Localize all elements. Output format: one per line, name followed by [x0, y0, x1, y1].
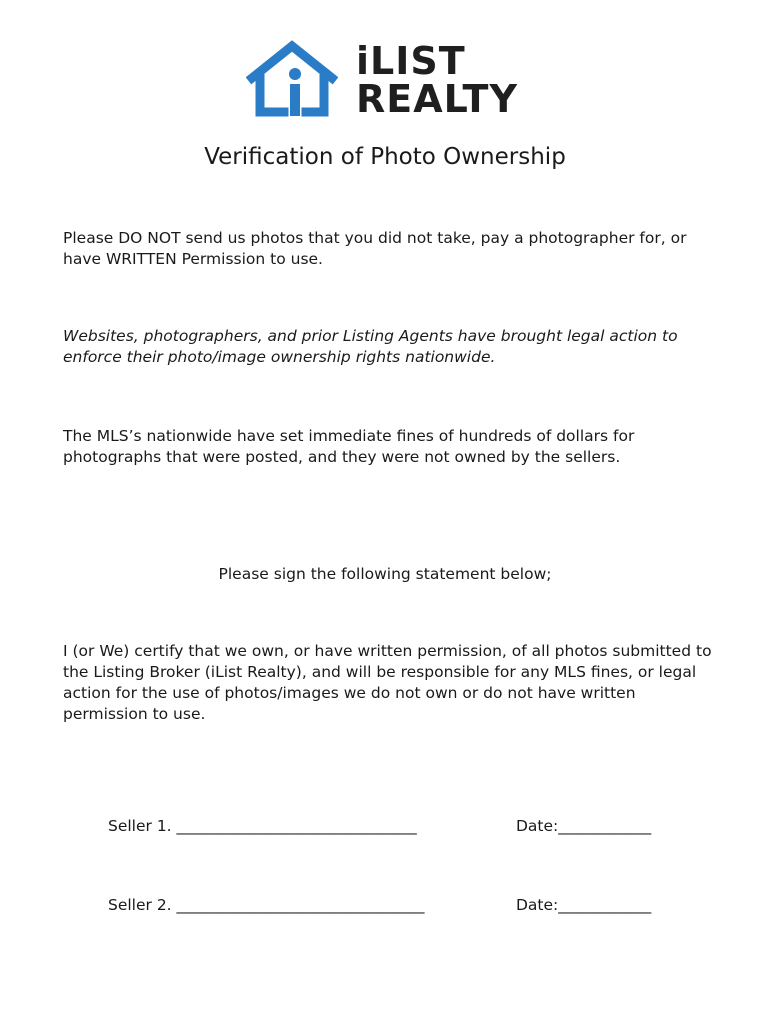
seller-2-date-line[interactable]: Date:____________: [516, 896, 652, 914]
paragraph-legal-action: Websites, photographers, and prior Listing Agents have brought legal action to enforce their photo/image ownership rights nationwide.: [63, 327, 678, 366]
company-logo: [246, 40, 536, 120]
logo-line-ilist: iLIST: [356, 39, 466, 83]
page-title: Verification of Photo Ownership: [204, 144, 566, 170]
house-i-icon: [246, 40, 338, 118]
logo-line-realty: REALTY: [356, 77, 518, 121]
paragraph-sign-instruction: Please sign the following statement below;: [218, 565, 552, 583]
logo-wordmark: [356, 39, 518, 121]
seller-2-signature-line[interactable]: Seller 2. ________________________________: [108, 896, 425, 914]
paragraph-photo-permission: Please DO NOT send us photos that you did not take, pay a photographer for, or have WRITTEN Permission to use.: [63, 229, 687, 268]
seller-1-signature-line[interactable]: Seller 1. _______________________________: [108, 817, 417, 835]
paragraph-certification: I (or We) certify that we own, or have written permission, of all photos submitted to the Listing Broker (iList Realty), and will be responsible for any MLS fines, or legal action for the use of photos/images we do not own or do not have written permission to use.: [63, 642, 712, 723]
paragraph-mls-fines: The MLS’s nationwide have set immediate fines of hundreds of dollars for photographs that were posted, and they were not owned by the sellers.: [63, 427, 635, 466]
seller-1-date-line[interactable]: Date:____________: [516, 817, 652, 835]
